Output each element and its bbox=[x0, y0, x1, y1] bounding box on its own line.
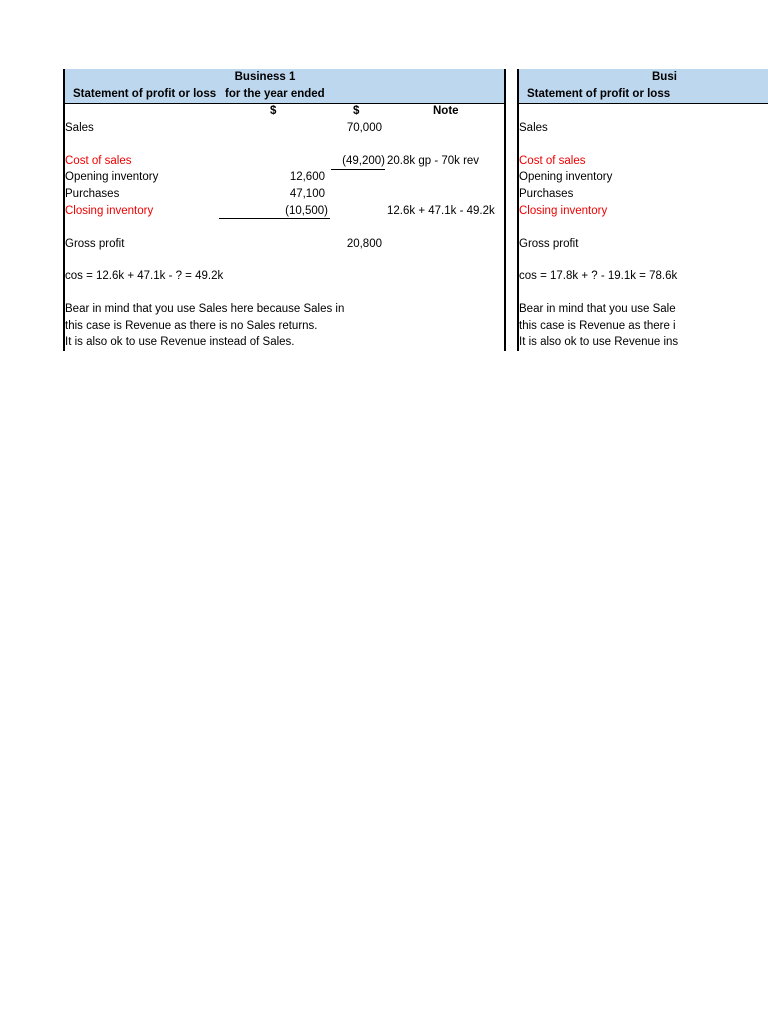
gross-profit-value: 20,800 bbox=[346, 238, 382, 250]
sales-value: 70,000 bbox=[346, 122, 382, 134]
opening-inventory-label: Opening inventory bbox=[519, 171, 613, 183]
closing-note: 12.6k + 47.1k - 49.2k bbox=[387, 205, 495, 217]
col2-currency-header: $ bbox=[353, 105, 360, 117]
gross-profit-label: Gross profit bbox=[65, 238, 125, 250]
cos-formula: cos = 12.6k + 47.1k - ? = 49.2k bbox=[65, 270, 224, 282]
sales-label: Sales bbox=[65, 122, 94, 134]
note-line-3: It is also ok to use Revenue instead of Sales. bbox=[65, 336, 295, 348]
note-line-1: Bear in mind that you use Sale bbox=[519, 303, 676, 315]
gross-profit-label: Gross profit bbox=[519, 238, 579, 250]
note-line-3: It is also ok to use Revenue ins bbox=[519, 336, 679, 348]
cos-note: 20.8k gp - 70k rev bbox=[387, 155, 480, 167]
cos-label: Cost of sales bbox=[65, 155, 132, 167]
purchases-value: 47,100 bbox=[289, 188, 325, 200]
closing-inventory-label: Closing inventory bbox=[65, 205, 154, 217]
period-label: for the year ended bbox=[225, 88, 325, 100]
business-title: Busi bbox=[652, 71, 677, 83]
note-line-2: this case is Revenue as there is no Sales returns. bbox=[65, 320, 318, 332]
business-1-panel bbox=[63, 69, 506, 351]
closing-inventory-value: (10,500) bbox=[285, 205, 328, 217]
purchases-label: Purchases bbox=[519, 188, 574, 200]
note-header: Note bbox=[433, 105, 459, 117]
col1-currency-header: $ bbox=[270, 105, 277, 117]
cos-label: Cost of sales bbox=[519, 155, 586, 167]
statement-title: Statement of profit or loss bbox=[527, 88, 671, 100]
note-line-2: this case is Revenue as there i bbox=[519, 320, 676, 332]
opening-inventory-label: Opening inventory bbox=[65, 171, 159, 183]
opening-inventory-value: 12,600 bbox=[289, 171, 325, 183]
business-title: Business 1 bbox=[234, 71, 296, 83]
statement-title: Statement of profit or loss bbox=[73, 88, 217, 100]
closing-underline bbox=[219, 218, 330, 219]
sales-label: Sales bbox=[519, 122, 548, 134]
business-2-panel bbox=[517, 69, 768, 351]
note-line-1: Bear in mind that you use Sales here because Sales in bbox=[65, 303, 345, 315]
panel-separator bbox=[504, 69, 506, 351]
closing-inventory-label: Closing inventory bbox=[519, 205, 608, 217]
cos-value: (49,200) bbox=[342, 155, 385, 167]
cos-underline bbox=[331, 169, 385, 170]
cos-formula: cos = 17.8k + ? - 19.1k = 78.6k bbox=[519, 270, 678, 282]
purchases-label: Purchases bbox=[65, 188, 120, 200]
